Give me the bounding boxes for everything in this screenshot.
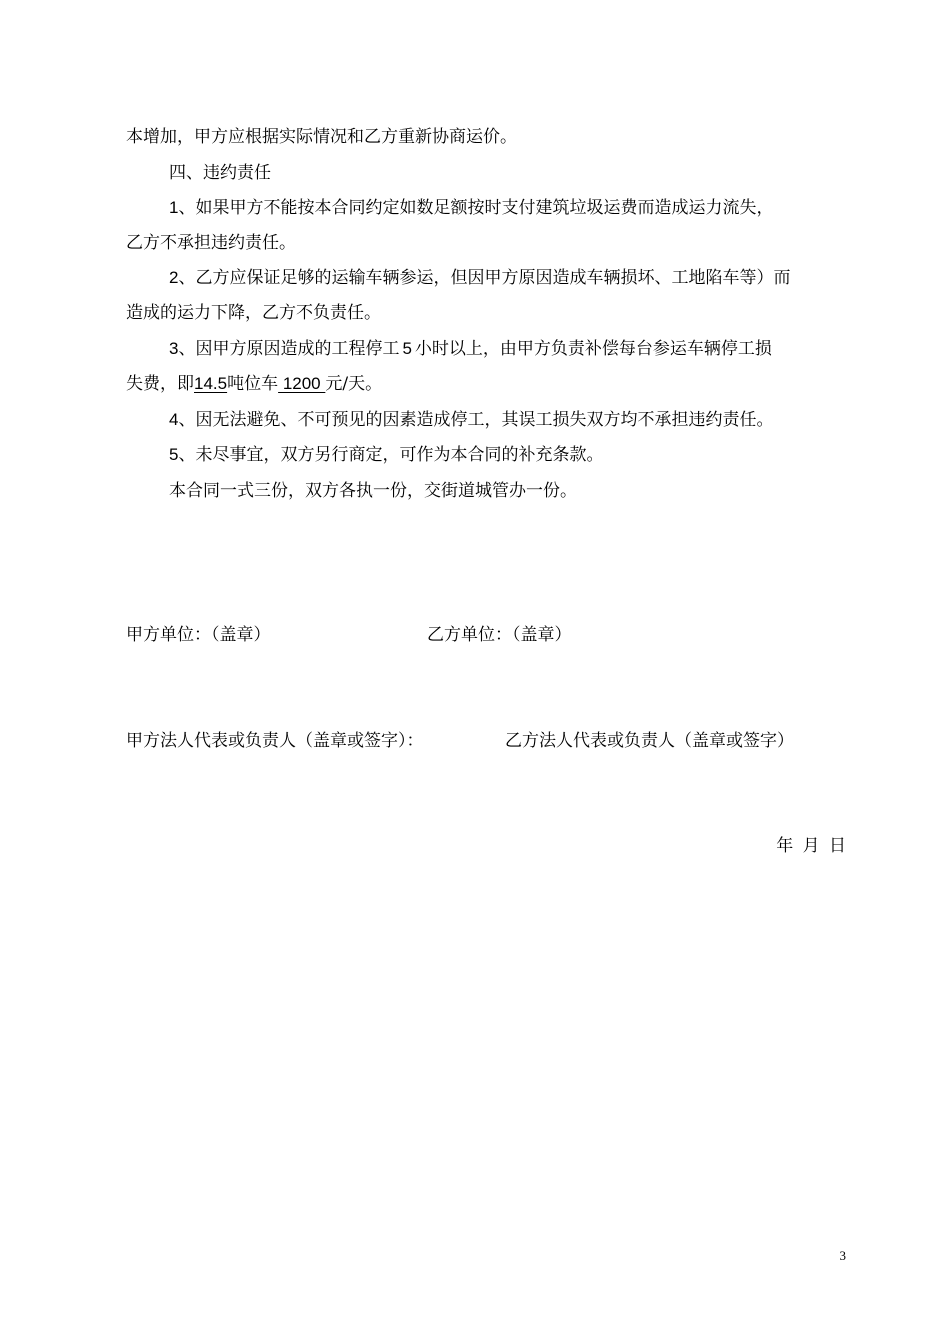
clause-text: 小时以上，由甲方负责补偿每台参运车辆停工损 xyxy=(414,339,772,359)
page-number: 3 xyxy=(839,1248,846,1263)
clause-text: 、如果甲方不能按本合同约定如数足额按时支付建筑垃圾运费而造成运力流失， xyxy=(178,198,774,218)
clause-number: 4 xyxy=(169,410,179,429)
clause-number: 5 xyxy=(169,445,179,464)
clause-text: 失费，即 xyxy=(126,374,194,394)
party-a-unit-label: 甲方单位：（盖章） xyxy=(126,625,271,645)
party-a-unit-seal xyxy=(126,624,271,646)
party-b-unit-seal xyxy=(427,624,572,646)
clause-number: 1 xyxy=(169,198,179,217)
clause-4 xyxy=(169,409,773,431)
clause-text: 元/天。 xyxy=(325,374,383,394)
signing-date: 年 月 日 xyxy=(776,836,846,856)
clause-3-line-2 xyxy=(126,373,382,395)
clause-1-line-1 xyxy=(169,197,773,219)
clause-text: 乙方不承担违约责任。 xyxy=(126,233,296,253)
section-heading-text: 四、违约责任 xyxy=(169,163,271,183)
hours-value: 5 xyxy=(402,339,412,358)
party-a-representative xyxy=(126,730,424,752)
copies-clause xyxy=(169,480,577,502)
clause-number: 2 xyxy=(169,268,179,287)
clause-number: 3 xyxy=(169,339,179,358)
clause-5 xyxy=(169,444,603,466)
party-b-representative xyxy=(505,730,794,752)
copies-text: 本合同一式三份，双方各执一份，交街道城管办一份。 xyxy=(169,481,577,501)
party-b-representative-label: 乙方法人代表或负责人（盖章或签字） xyxy=(505,731,794,751)
tonnage-value: 14.5 xyxy=(194,374,228,393)
clause-text: 、乙方应保证足够的运输车辆参运，但因甲方原因造成车辆损坏、工地陷车等）而 xyxy=(178,268,791,288)
clause-2-line-2 xyxy=(126,302,381,324)
clause-2-line-1 xyxy=(169,267,790,289)
clause-text: 造成的运力下降，乙方不负责任。 xyxy=(126,303,381,323)
clause-text: 、未尽事宜，双方另行商定，可作为本合同的补充条款。 xyxy=(178,445,604,465)
party-a-representative-label: 甲方法人代表或负责人（盖章或签字）： xyxy=(126,731,424,751)
clause-text: 吨位车 xyxy=(227,374,279,394)
daily-compensation-amount: 1200 xyxy=(278,374,326,393)
clause-text: 、因无法避免、不可预见的因素造成停工，其误工损失双方均不承担违约责任。 xyxy=(178,410,774,430)
clause-3-line-1 xyxy=(169,338,772,360)
party-b-unit-label: 乙方单位：（盖章） xyxy=(427,625,572,645)
continuation-text: 本增加，甲方应根据实际情况和乙方重新协商运价。 xyxy=(126,127,517,147)
paragraph-continuation xyxy=(126,126,517,148)
clause-1-line-2 xyxy=(126,232,296,254)
clause-text: 、因甲方原因造成的工程停工 xyxy=(178,339,400,359)
section-heading-breach-liability xyxy=(169,162,271,184)
